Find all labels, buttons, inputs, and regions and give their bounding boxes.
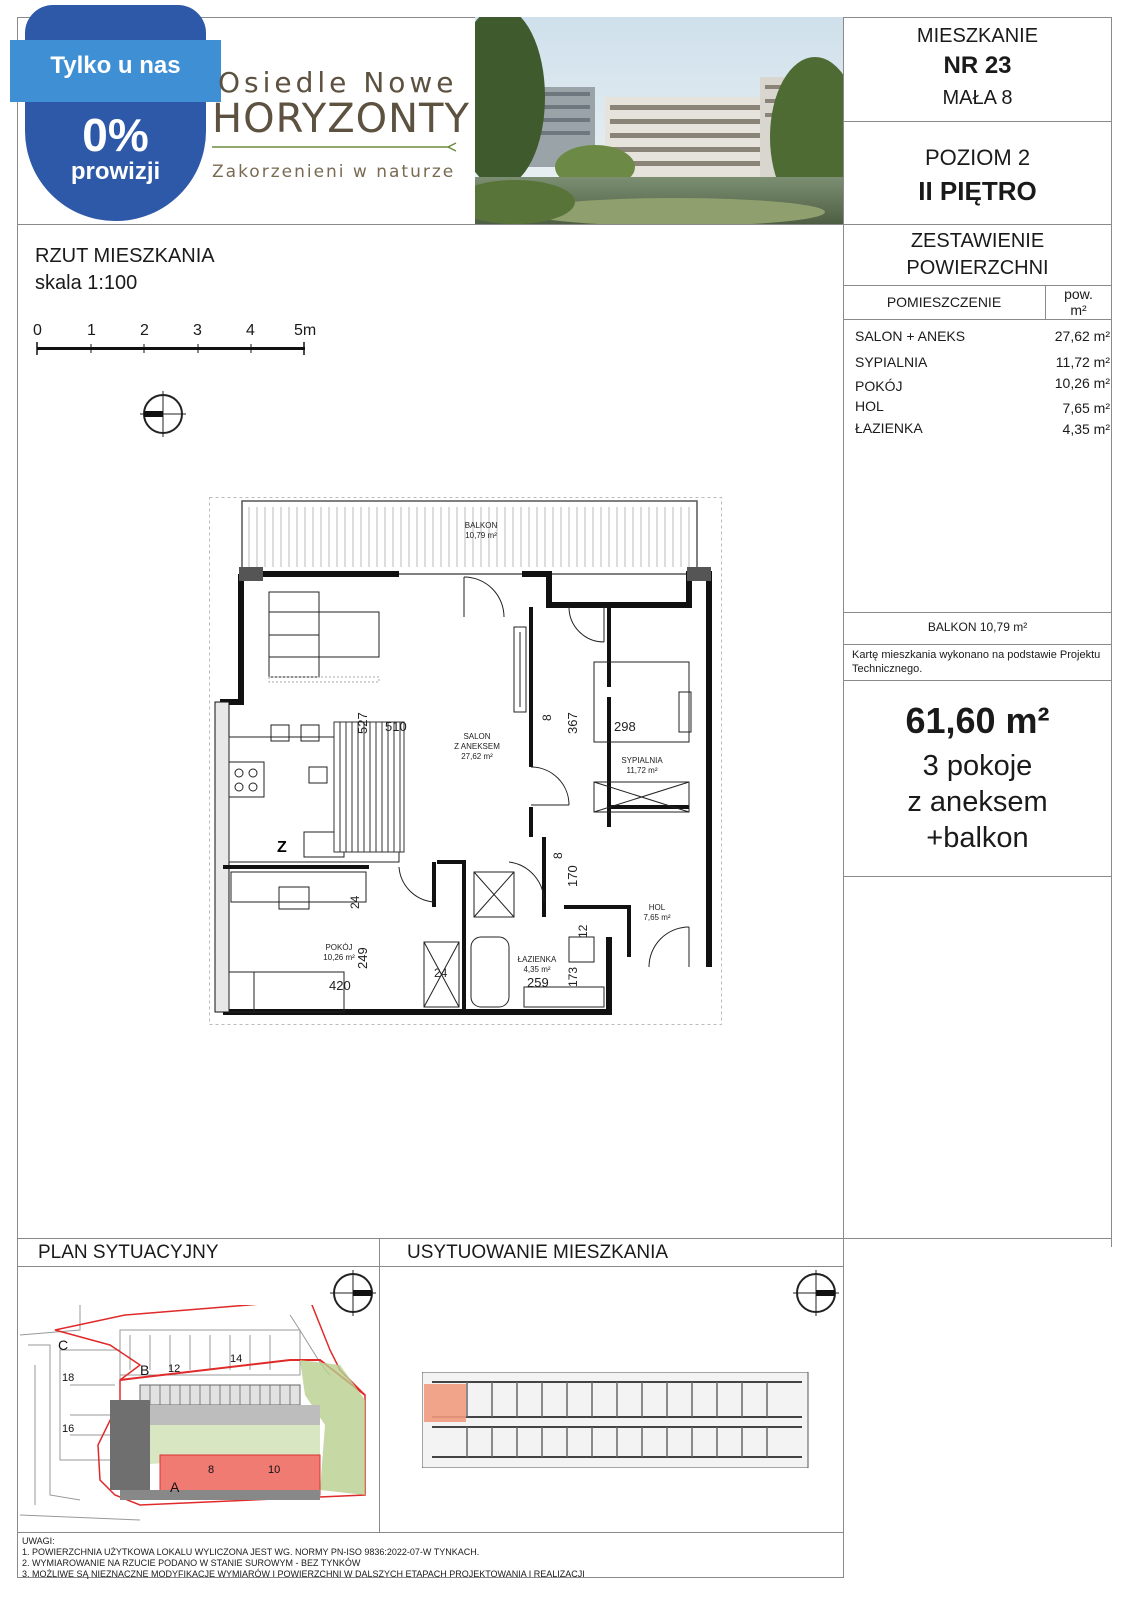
promo-top-text: Tylko u nas <box>50 52 181 79</box>
building-floor-strip <box>422 1372 812 1468</box>
rooms-desc-2: z aneksem <box>907 786 1048 818</box>
divider-header-bottom <box>17 224 1112 225</box>
room-name: SYPIALNIA <box>855 354 928 370</box>
divider-notes-top <box>17 1532 844 1533</box>
dim-8a: 8 <box>540 714 554 721</box>
plan-label-lazienka-area: 4,35 m² <box>523 965 551 974</box>
apartment-address: MAŁA 8 <box>942 87 1013 109</box>
scale-tick-label: 1 <box>87 322 96 339</box>
plan-label-sypialnia-area: 11,72 m² <box>626 766 658 775</box>
note-item: 3. MOŻLIWE SĄ NIEZNACZNE MODYFIKACJE WYMIARÓW I POWIERZCHNI W DALSZYCH ETAPACH PROJEKTOWANIA I REALIZACJI <box>22 1569 585 1579</box>
dim-259: 259 <box>527 975 549 990</box>
compass-icon <box>793 1270 839 1316</box>
plan-label-sypialnia: SYPIALNIA <box>621 756 663 765</box>
frame-right <box>1111 17 1112 1247</box>
divider-total-bottom <box>843 876 1112 877</box>
scale-tick-label: 4 <box>246 322 255 339</box>
summary-title-2: POWIERZCHNI <box>906 257 1049 279</box>
divider-notes-right <box>843 1532 844 1578</box>
scale-tick-label: 3 <box>193 322 202 339</box>
rooms-desc-1: 3 pokoje <box>922 750 1033 782</box>
summary-col-room: POMIESZCZENIE <box>886 294 1002 310</box>
source-note: Kartę mieszkania wykonano na podstawie Projektu Technicznego. <box>852 649 1101 675</box>
plan-label-lazienka: ŁAZIENKA <box>517 955 557 964</box>
room-area: 27,62 m² <box>1054 328 1110 344</box>
promo-percent: 0% <box>82 109 149 161</box>
site-plan-map <box>20 1305 375 1530</box>
plan-label-salon: SALON <box>463 732 491 741</box>
logo-line2: HORYZONTY <box>212 96 470 142</box>
plan-label-pokoj-area: 10,26 m² <box>323 953 355 962</box>
location-title: USYTUOWANIE MIESZKANIA <box>407 1242 669 1263</box>
site-label-8: 8 <box>208 1464 215 1476</box>
level-floor: II PIĘTRO <box>918 176 1037 206</box>
room-name: HOL <box>855 398 884 414</box>
apartment-number: NR 23 <box>943 52 1012 79</box>
frame-left <box>17 17 18 1577</box>
scale-bar <box>35 342 310 356</box>
dim-170: 170 <box>565 865 580 887</box>
scale-tick-label: 5m <box>294 322 317 339</box>
room-area: 7,65 m² <box>1062 400 1110 416</box>
plan-scale: skala 1:100 <box>35 272 138 294</box>
rooms-desc-3: +balkon <box>926 822 1029 854</box>
level-label: POZIOM 2 <box>924 145 1031 170</box>
plan-label-salon-area: 27,62 m² <box>461 752 493 761</box>
site-label-12: 12 <box>168 1363 181 1375</box>
room-name: SALON + ANEKS <box>855 328 966 344</box>
svg-text:Z: Z <box>277 839 287 856</box>
apartment-highlight <box>424 1384 466 1422</box>
room-area: 4,35 m² <box>1062 421 1110 437</box>
dim-249: 249 <box>355 947 370 969</box>
plan-label-pokoj: POKÓJ <box>325 943 353 952</box>
site-plan-title: PLAN SYTUACYJNY <box>38 1242 219 1263</box>
notes-title: UWAGI: <box>22 1536 55 1546</box>
dim-298: 298 <box>614 719 636 734</box>
dim-527: 527 <box>355 712 370 734</box>
dim-24b: 24 <box>434 966 448 980</box>
site-label-18: 18 <box>62 1372 75 1384</box>
logo-tagline: Zakorzenieni w naturze <box>212 162 456 182</box>
divider-site-location <box>379 1238 380 1532</box>
summary-col-area-2: m² <box>1070 302 1087 318</box>
divider-apartment-level <box>843 121 1112 122</box>
promo-bottom-text: prowizji <box>70 158 161 185</box>
scale-tick-label: 0 <box>33 322 42 339</box>
divider-bottom-sections <box>17 1238 1112 1239</box>
site-label-14: 14 <box>230 1353 243 1365</box>
dim-12: 12 <box>576 924 590 938</box>
building-photo <box>475 17 843 224</box>
site-label-a: A <box>170 1479 180 1495</box>
room-area: 11,72 m² <box>1055 354 1110 370</box>
apartment-label: MIESZKANIE <box>916 25 1039 47</box>
divider-balkon-bottom <box>843 644 1112 645</box>
summary-col-area-1: pow. <box>1064 286 1093 302</box>
divider-bottom-titles <box>17 1266 844 1267</box>
divider-table-head <box>843 319 1112 320</box>
dim-367: 367 <box>565 712 580 734</box>
site-label-b: B <box>140 1362 150 1378</box>
room-area: 10,26 m² <box>1054 375 1110 391</box>
dim-24a: 24 <box>348 895 362 909</box>
plan-label-balkon: BALKON <box>464 521 498 530</box>
site-label-10: 10 <box>268 1464 281 1476</box>
note-item: 1. POWIERZCHNIA UŻYTKOWA LOKALU WYLICZONA JEST WG. NORMY PN-ISO 9836:2022-07-W TYNKACH. <box>22 1547 480 1557</box>
divider-note-bottom <box>843 680 1112 681</box>
total-area: 61,60 m² <box>905 700 1050 741</box>
note-item: 2. WYMIAROWANIE NA RZUCIE PODANO W STANIE SUROWYM - BEZ TYNKÓW <box>22 1558 361 1568</box>
plan-label-hol-area: 7,65 m² <box>643 913 671 922</box>
site-label-16: 16 <box>62 1423 75 1435</box>
site-label-c: C <box>58 1337 69 1353</box>
compass-icon <box>140 391 186 437</box>
dim-8b: 8 <box>551 852 565 859</box>
room-name: ŁAZIENKA <box>855 420 923 436</box>
logo-line1: Osiedle Nowe <box>218 66 458 99</box>
dim-173: 173 <box>566 966 580 987</box>
room-name: POKÓJ <box>855 378 903 394</box>
plan-label-hol: HOL <box>648 903 666 912</box>
floor-plan <box>209 497 724 1037</box>
balkon-area: BALKON 10,79 m² <box>927 620 1028 634</box>
divider-balkon-top <box>843 612 1112 613</box>
scale-tick-label: 2 <box>140 322 149 339</box>
plan-label-salon2: Z ANEKSEM <box>454 742 500 751</box>
dim-510: 510 <box>385 719 407 734</box>
logo-leaf-line-icon <box>212 142 457 152</box>
summary-title-1: ZESTAWIENIE <box>910 230 1045 252</box>
plan-title: RZUT MIESZKANIA <box>35 245 215 267</box>
dim-420: 420 <box>329 978 351 993</box>
plan-label-balkon-area: 10,79 m² <box>465 531 497 540</box>
